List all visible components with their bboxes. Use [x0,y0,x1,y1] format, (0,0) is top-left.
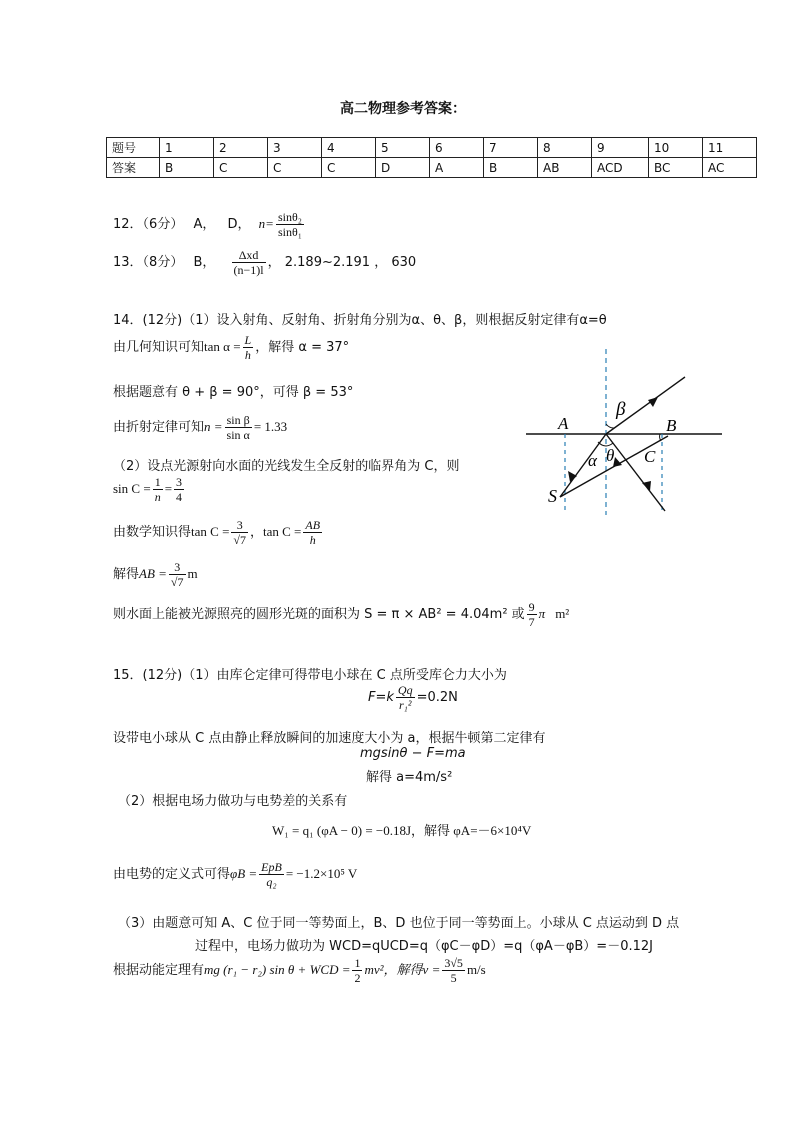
q12-answer [113,210,306,239]
q13-fraction [232,248,266,277]
fraction-numerator: Qq [397,683,413,697]
arrow-icon [648,397,658,407]
text: 由折射定律可知 [113,420,205,435]
math: F=k [368,690,394,705]
q14-line9 [113,600,569,629]
q15-line2 [368,683,458,712]
fraction-denominator: 7 [528,615,535,629]
fraction-numerator: 9 [528,600,535,614]
fraction [243,333,254,362]
fraction-denominator: 4 [176,490,183,504]
text: 解得 [113,567,140,582]
q13-a1: B， [193,255,216,270]
q14-line2 [113,333,349,362]
fraction-denominator: r₁² [399,698,412,712]
math: m/s [466,962,486,977]
math: ，tan C = [250,524,302,539]
table-cell-number: 9 [592,138,649,158]
label-S: S [548,486,557,506]
table-cell-number: 8 [538,138,592,158]
fraction-denominator: sinθ₁ [277,225,302,239]
text: 由电势的定义式可得 [113,867,231,882]
fraction-numerator: sinθ₂ [277,210,302,224]
table-cell-answer: AC [703,158,757,178]
fraction-denominator: n [154,490,161,504]
fraction [396,683,415,712]
optics-diagram [520,345,730,520]
math: φB = [230,866,258,881]
table-cell-number: 1 [160,138,214,158]
text: 根据动能定理有 [113,963,205,978]
table-cell-answer: C [268,158,322,178]
fraction [225,413,252,442]
table-cell-number: 11 [703,138,757,158]
fraction-numerator: EpB [261,860,282,874]
math: tan C = [191,524,230,539]
fraction-denominator: sin α [226,428,250,442]
fraction-denominator: (n−1)l [233,263,264,277]
math: v = [422,962,441,977]
q14-line7 [113,518,324,547]
q15-line9: （3）由题意可知 A、C 位于同一等势面上，B、D 也位于同一等势面上。小球从 C 点运动到 D 点 [118,916,680,931]
q13-answer [113,248,416,277]
table-cell-number: 6 [430,138,484,158]
fraction-numerator: 3 [231,518,248,533]
table-cell-number: 7 [484,138,538,158]
label-C: C [644,447,656,466]
table-cell-number: 3 [268,138,322,158]
q15-w1: W₁ = q₁ (φA − 0) = −0.18J，解得 φA=－6×10⁴V [272,823,532,838]
reflected-ray [606,434,665,511]
page-title: 高二物理参考答案： [340,101,466,117]
fraction [231,518,248,547]
table-header-cell: 答案 [107,158,160,178]
fraction [352,956,362,985]
label-A: A [558,414,569,433]
text: 由数学知识得 [113,525,192,540]
q15-line3: 设带电小球从 C 点由静止释放瞬间的加速度大小为 a，根据牛顿第二定律有 [113,731,546,746]
math: m [187,566,198,581]
math: m² [555,606,570,621]
table-cell-answer: D [376,158,430,178]
q15-line11 [113,956,486,985]
text: 则水面上能被光源照亮的圆形光斑的面积为 S = π × AB² = 4.04m² 或 [113,607,525,622]
fraction-numerator: L [244,333,252,347]
fraction-denominator: h [309,533,316,547]
q14-line3: 根据题意有 θ + β = 90°，可得 β = 53° [113,385,354,400]
q15-line1: 15．(12分)（1）由库仑定律可得带电小球在 C 点所受库仑力大小为 [113,668,507,683]
q12-label: 12．（6分） [113,217,184,232]
fraction-denominator: h [244,348,251,362]
fraction-numerator: Δxd [232,248,266,263]
fraction [259,860,284,889]
q15-line10: 过程中，电场力做功为 WCD=qUCD=q（φC－φD）=q（φA－φB）=－0.12J [195,939,653,954]
fraction [527,600,537,629]
fraction [153,475,163,504]
table-cell-answer: C [322,158,376,178]
table-cell-answer: AB [538,158,592,178]
q12-a2: D， [227,217,251,232]
fraction-denominator: q₂ [266,875,277,889]
q13-label: 13．（8分） [113,255,184,270]
math: AB = [139,566,167,581]
label-theta: θ [606,446,615,465]
label-beta: β [616,399,626,420]
math: mv²，解得 [364,962,423,977]
q14-line8 [113,560,198,589]
q13-a2: ， 2.189~2.191 ， 630 [267,255,417,270]
q14-line1: 14．(12分)（1）设入射角、反射角、折射角分别为α、θ、β，则根据反射定律有α=θ [113,313,607,328]
math: = −1.2×10⁵ V [285,866,358,881]
table-cell-answer: C [214,158,268,178]
text: ，解得 α = 37° [255,340,350,355]
table-cell-answer: ACD [592,158,649,178]
angle-arc-beta [606,424,614,428]
q14-line5: （2）设点光源射向水面的光线发生全反射的临界角为 C，则 [113,459,460,474]
math: =0.2N [416,690,458,705]
q12-fraction [276,210,304,239]
table-cell-number: 5 [376,138,430,158]
q15-line8 [113,860,357,889]
text: 由几何知识可知 [113,340,205,355]
fraction-numerator: 3 [176,475,183,489]
table-cell-answer: A [430,158,484,178]
answer-table [106,137,757,178]
fraction [169,560,186,589]
fraction [303,518,322,547]
q14-line6: sin C = $\frac{1}{n}$ = $\frac{3}{4}$ [113,475,183,504]
table-cell-answer: B [484,158,538,178]
fraction-numerator: 1 [154,475,161,489]
math: n = [204,419,223,434]
q15-accel: 解得 a=4m/s² [366,770,453,785]
label-alpha: α [588,451,597,470]
fraction-numerator: sin β [225,413,252,428]
math: sin C = [113,481,151,496]
fraction-numerator: 3√5 [444,956,463,970]
fraction-denominator: √7 [233,533,246,547]
fraction-numerator: 1 [354,956,361,970]
fraction [174,475,184,504]
q14-line4 [113,413,287,442]
table-cell-number: 2 [214,138,268,158]
table-cell-answer: BC [649,158,703,178]
table-row [107,138,757,158]
fraction-denominator: 5 [450,971,457,985]
table-row [107,158,757,178]
table-header-cell: 题号 [107,138,160,158]
q12-a1: A， [193,217,216,232]
fraction-numerator: 3 [169,560,186,575]
label-B: B [666,416,677,435]
math: tan α = [204,339,241,354]
math: mg (r₁ − r₂) sin θ + WCD = [204,962,351,977]
q12-n-eq: n= [258,216,274,231]
fraction-denominator: √7 [170,575,184,589]
table-cell-number: 10 [649,138,703,158]
fraction-denominator: 2 [354,971,361,985]
fraction [442,956,465,985]
math: π [538,606,546,621]
table-cell-answer: B [160,158,214,178]
q15-line6: （2）根据电场力做功与电势差的关系有 [118,794,348,809]
table-cell-number: 4 [322,138,376,158]
fraction-numerator: AB [305,518,321,532]
math: = 1.33 [253,419,288,434]
q15-newton: mgsinθ − F=ma [360,746,466,761]
